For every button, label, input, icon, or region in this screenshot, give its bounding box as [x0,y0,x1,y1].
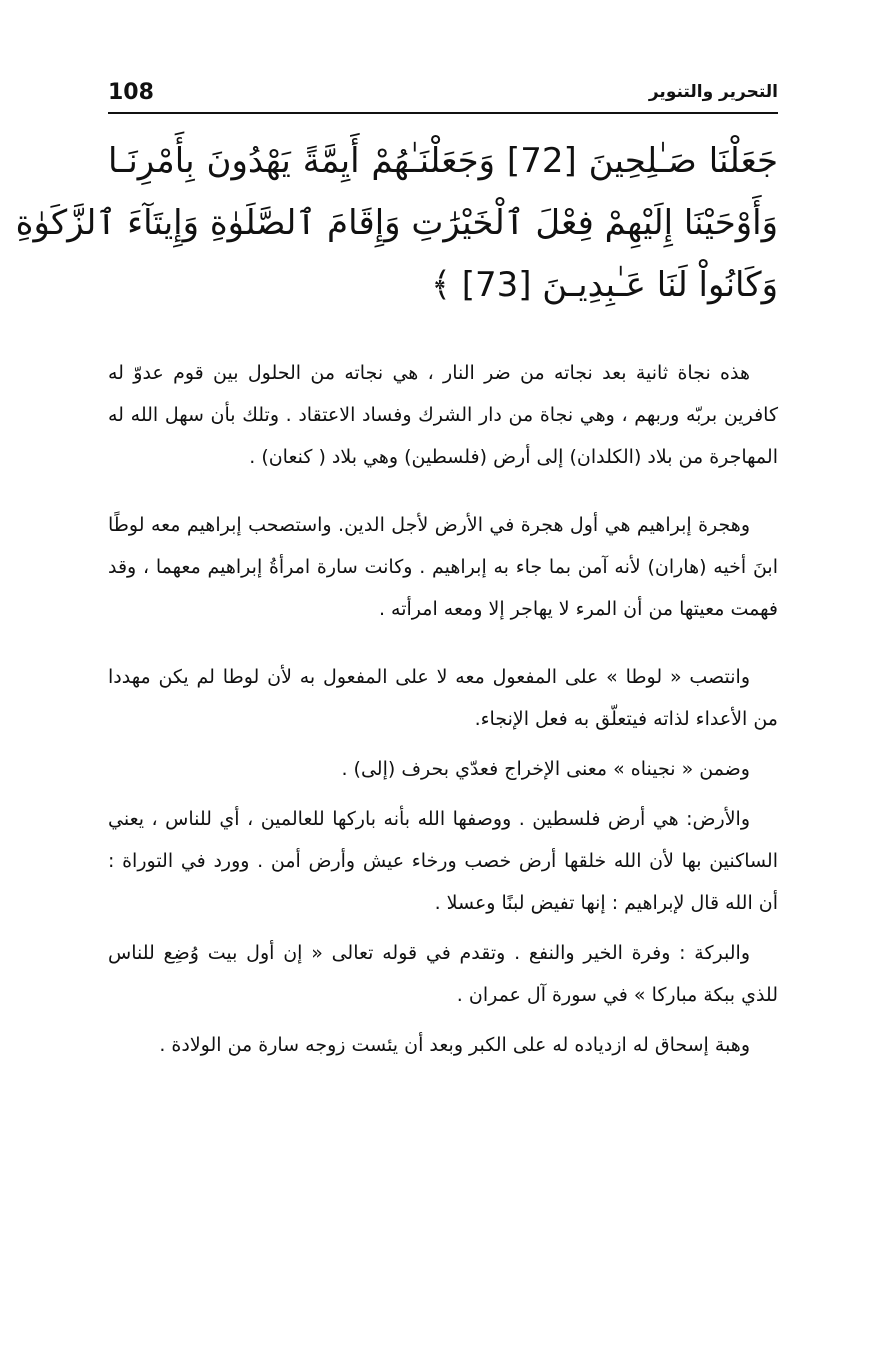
commentary-body [108,352,778,1066]
commentary-paragraph: وضمن « نجيناه » معنى الإخراج فعدّي بحرف (إلى) . [341,758,750,780]
commentary-paragraph: وهبة إسحاق له ازدياده له على الكبر وبعد أن يئست زوجه سارة من الولادة . [159,1034,750,1056]
running-title: التحرير والتنوير [648,82,778,102]
commentary-paragraph: والبركة : وفرة الخير والنفع . وتقدم في قوله تعالى « إن أول بيت وُضِع للناس للذي ببكة مباركا » في سورة آل عمران . [108,942,778,1006]
quran-verse-block [15,130,778,316]
page-header [108,78,778,114]
commentary-paragraph: والأرض: هي أرض فلسطين . ووصفها الله بأنه باركها للعالمين ، أي للناس ، يعني الساكنين بها لأن الله خلقها أرض خصب ورخاء عيش وأرض أمن . وورد في التوراة : أن الله قال لإبراهيم : إنها تفيض لبنًا وعسلا . [108,808,778,914]
commentary-paragraph: وهجرة إبراهيم هي أول هجرة في الأرض لأجل الدين. واستصحب إبراهيم معه لوطًا ابنَ أخيه (هاران) لأنه آمن بما جاء به إبراهيم . وكانت سارة امرأةُ إبراهيم معهما ، وقد فهمت معيتها من أن المرء لا يهاجر إلا ومعه امرأته . [108,514,778,620]
verse-line: وَأَوْحَيْنَا إِلَيْهِمْ فِعْلَ ٱلْخَيْرَٰتِ وَإِقَامَ ٱلصَّلَوٰةِ وَإِيتَآءَ ٱلزَّكَوٰةِ [15,203,778,243]
verse-line: جَعَلْنَا صَـٰلِحِينَ [72] وَجَعَلْنَـٰهُمْ أَيِمَّةً يَهْدُونَ بِأَمْرِنَـا [108,141,778,181]
commentary-paragraph: هذه نجاة ثانية بعد نجاته من ضر النار ، هي نجاته من الحلول بين قوم عدوّ له كافرين بربّه وربهم ، وهي نجاة من دار الشرك وفساد الاعتقاد . وتلك بأن سهل الله له المهاجرة من بلاد (الكلدان) إلى أرض (فلسطين) وهي بلاد ( كنعان) . [108,362,778,468]
page-number: 108 [108,80,154,105]
commentary-paragraph: وانتصب « لوطا » على المفعول معه لا على المفعول به لأن لوطا لم يكن مهددا من الأعداء لذاته فيتعلّق به فعل الإنجاء. [108,666,778,730]
verse-line: وَكَانُواْ لَنَا عَـٰبِدِيـنَ [73] ﴾ [430,265,778,305]
